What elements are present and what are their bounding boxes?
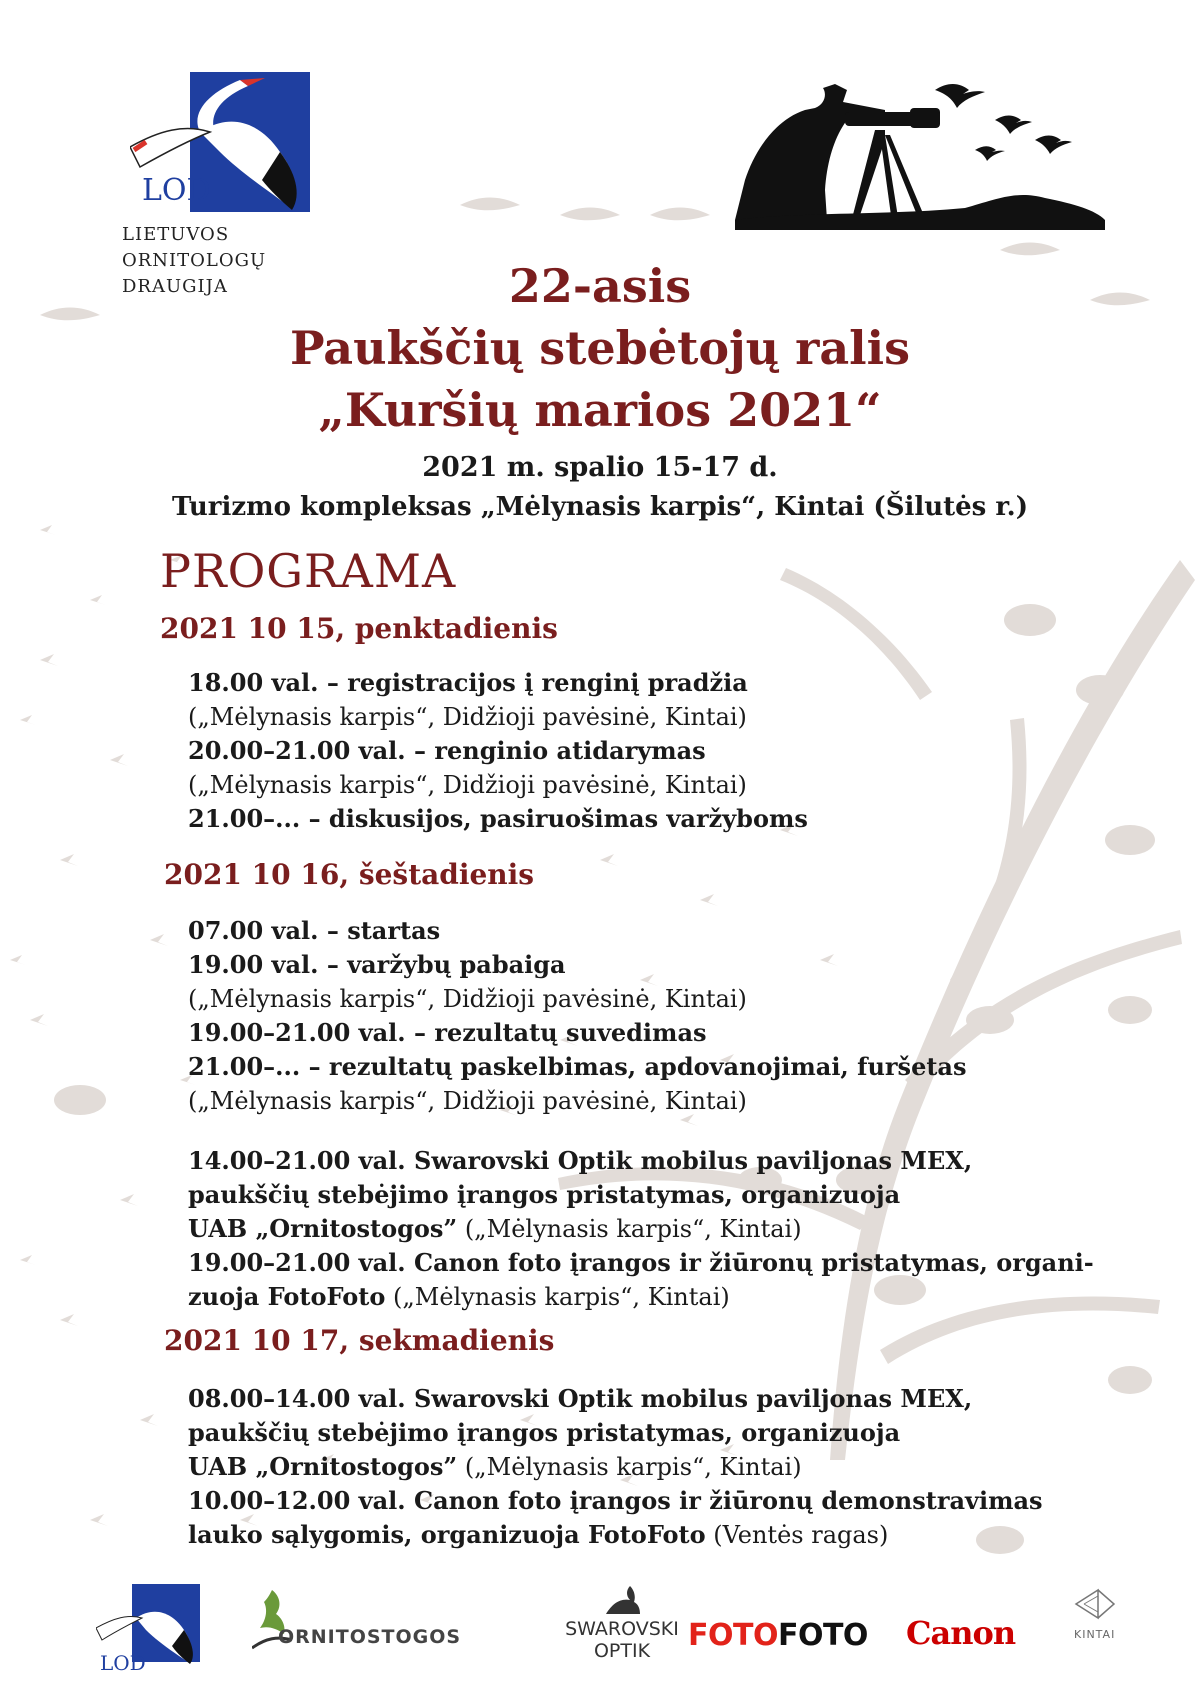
schedule-line-bold: UAB „Ornitostogos” <box>188 1452 458 1481</box>
schedule-line-location: („Mėlynasis karpis“, Kintai) <box>457 1453 802 1481</box>
schedule-line: 21.00–... – diskusijos, pasiruošimas varžyboms <box>188 804 808 833</box>
lod-stork-logo <box>130 72 310 212</box>
schedule-line: paukščių stebėjimo įrangos pristatymas, organizuoja <box>188 1180 901 1209</box>
schedule-line: paukščių stebėjimo įrangos pristatymas, organizuoja <box>188 1418 901 1447</box>
swarovski-swan-icon <box>600 1584 640 1618</box>
canon-logo: Canon <box>906 1614 1016 1652</box>
schedule-line <box>188 1450 1168 1484</box>
event-date: 2021 m. spalio 15-17 d. <box>422 452 778 483</box>
fotofoto-part-1: FOTO <box>688 1618 778 1653</box>
schedule-line: 19.00 val. – varžybų pabaiga <box>188 950 566 979</box>
schedule-line-bold: zuoja FotoFoto <box>188 1282 386 1311</box>
event-title <box>0 255 1200 441</box>
schedule-line: 07.00 val. – startas <box>188 916 441 945</box>
birdwatcher-silhouette-icon <box>735 80 1105 235</box>
schedule-line: 19.00–21.00 val. Canon foto įrangos ir žiūronų pristatymas, organi- <box>188 1248 1094 1277</box>
day-1-heading: 2021 10 15, penktadienis <box>160 612 558 645</box>
schedule-line <box>188 1518 1168 1552</box>
schedule-line-bold: lauko sąlygomis, organizuoja FotoFoto <box>188 1520 706 1549</box>
schedule-line <box>188 1212 1168 1246</box>
day-2-extra-schedule <box>188 1144 1168 1314</box>
schedule-line: („Mėlynasis karpis“, Didžioji pavėsinė, Kintai) <box>188 703 747 731</box>
ornitostogos-logo-text: ORNITOSTOGOS <box>278 1626 462 1648</box>
schedule-line-location: (Ventės ragas) <box>705 1521 889 1549</box>
lod-name-line-3: DRAUGIJA <box>122 276 228 297</box>
kintai-logo-icon <box>1072 1586 1118 1622</box>
schedule-line: 18.00 val. – registracijos į renginį pradžia <box>188 668 748 697</box>
lod-sponsor-abbr: LOD <box>100 1651 146 1674</box>
swarovski-line-1: SWAROVSKI <box>565 1618 679 1640</box>
schedule-line: („Mėlynasis karpis“, Didžioji pavėsinė, Kintai) <box>188 771 747 799</box>
sponsors-footer <box>0 1580 1200 1684</box>
lod-name-line-1: LIETUVOS <box>122 224 230 245</box>
lod-name-line-2: ORNITOLOGŲ <box>122 250 267 271</box>
schedule-line: 08.00–14.00 val. Swarovski Optik mobilus paviljonas MEX, <box>188 1384 973 1413</box>
day-1-schedule <box>188 666 1168 836</box>
title-line-2: Paukščių stebėtojų ralis <box>289 321 911 375</box>
schedule-line: 19.00–21.00 val. – rezultatų suvedimas <box>188 1018 707 1047</box>
fotofoto-logo <box>688 1618 868 1653</box>
event-venue: Turizmo kompleksas „Mėlynasis karpis“, Kintai (Šilutės r.) <box>171 492 1029 522</box>
title-line-1: 22-asis <box>508 259 692 313</box>
schedule-line: 20.00–21.00 val. – renginio atidarymas <box>188 736 706 765</box>
lod-abbr: LOD <box>142 173 211 208</box>
schedule-line-bold: UAB „Ornitostogos” <box>188 1214 458 1243</box>
schedule-line: 10.00–12.00 val. Canon foto įrangos ir žiūronų demonstravimas <box>188 1486 1043 1515</box>
schedule-line: 14.00–21.00 val. Swarovski Optik mobilus paviljonas MEX, <box>188 1146 973 1175</box>
kintai-logo-text: KINTAI <box>1074 1628 1116 1641</box>
day-2-schedule <box>188 914 1168 1118</box>
fotofoto-part-2: FOTO <box>777 1618 868 1653</box>
swarovski-logo <box>562 1618 682 1662</box>
day-2-heading: 2021 10 16, šeštadienis <box>164 858 535 891</box>
schedule-line <box>188 1280 1168 1314</box>
lod-sponsor-logo <box>96 1584 200 1674</box>
swarovski-line-2: OPTIK <box>593 1640 651 1662</box>
title-line-3: „Kuršių marios 2021“ <box>318 383 882 437</box>
schedule-line: („Mėlynasis karpis“, Didžioji pavėsinė, Kintai) <box>188 985 747 1013</box>
schedule-line: 21.00–... – rezultatų paskelbimas, apdovanojimai, furšetas <box>188 1052 967 1081</box>
schedule-line: („Mėlynasis karpis“, Didžioji pavėsinė, Kintai) <box>188 1087 747 1115</box>
schedule-line-location: („Mėlynasis karpis“, Kintai) <box>385 1283 730 1311</box>
day-3-schedule <box>188 1382 1168 1552</box>
day-3-heading: 2021 10 17, sekmadienis <box>164 1324 555 1357</box>
programa-heading: PROGRAMA <box>160 544 457 598</box>
schedule-line-location: („Mėlynasis karpis“, Kintai) <box>457 1215 802 1243</box>
